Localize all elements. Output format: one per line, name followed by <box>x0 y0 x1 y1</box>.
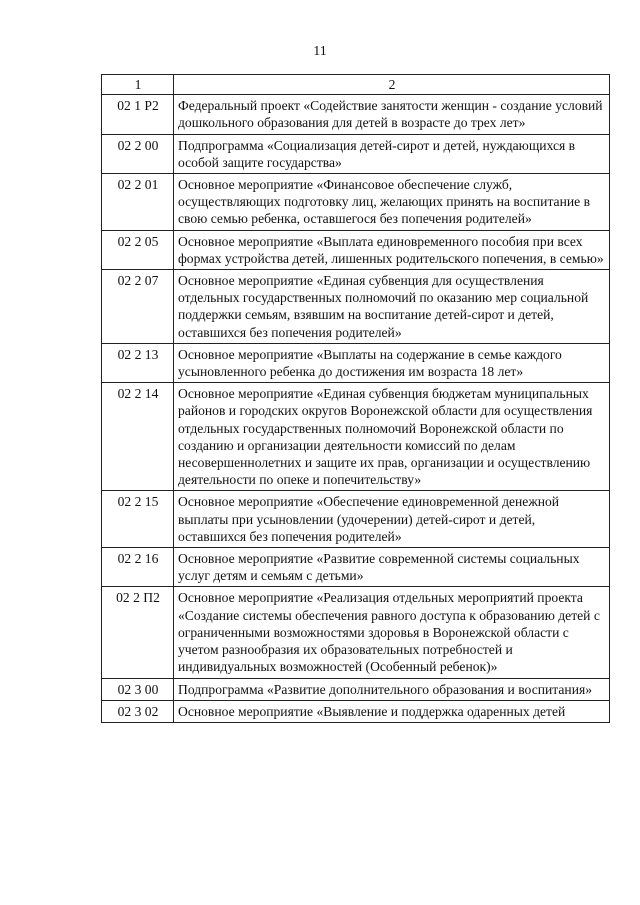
table-row <box>102 700 610 722</box>
page-number: 11 <box>313 44 327 59</box>
table-row <box>102 678 610 700</box>
row-code: 02 2 05 <box>102 230 174 269</box>
column-header-description: 2 <box>174 75 610 95</box>
table-row <box>102 343 610 382</box>
row-code: 02 2 14 <box>102 383 174 491</box>
table-row <box>102 548 610 587</box>
row-description: Подпрограмма «Развитие дополнительного образования и воспитания» <box>174 678 610 700</box>
row-code: 02 2 00 <box>102 134 174 173</box>
row-description: Основное мероприятие «Единая субвенция для осуществления отдельных государственных полномочий по оказанию мер социальной поддержки семьям, взявшим на воспитание детей-сирот и детей, оставшихся без попечения родителей» <box>174 270 610 344</box>
row-description: Федеральный проект «Содействие занятости женщин - создание условий дошкольного образования для детей в возрасте до трех лет» <box>174 95 610 134</box>
row-code: 02 2 13 <box>102 343 174 382</box>
row-code: 02 2 07 <box>102 270 174 344</box>
row-code: 02 3 00 <box>102 678 174 700</box>
row-description: Основное мероприятие «Выплаты на содержание в семье каждого усыновленного ребенка до достижения им возраста 18 лет» <box>174 343 610 382</box>
table-row <box>102 491 610 548</box>
table-header-row <box>102 75 610 95</box>
row-code: 02 2 16 <box>102 548 174 587</box>
table-row <box>102 174 610 231</box>
table-row <box>102 95 610 134</box>
row-description: Подпрограмма «Социализация детей-сирот и детей, нуждающихся в особой защите государства» <box>174 134 610 173</box>
row-description: Основное мероприятие «Выплата единовременного пособия при всех формах устройства детей, лишенных родительского попечения, в семью» <box>174 230 610 269</box>
row-code: 02 1 P2 <box>102 95 174 134</box>
column-header-code: 1 <box>102 75 174 95</box>
table-row <box>102 270 610 344</box>
row-description: Основное мероприятие «Единая субвенция бюджетам муниципальных районов и городских округов Воронежской области для осуществления отдельных государственных полномочий Воронежской области по созданию и организации деятельности комиссий по делам несовершеннолетних и защите их прав, организации и осуществлению деятельности по опеке и попечительству» <box>174 383 610 491</box>
table-row <box>102 383 610 491</box>
row-description: Основное мероприятие «Финансовое обеспечение служб, осуществляющих подготовку лиц, желающих принять на воспитание в свою семью ребенка, оставшегося без попечения родителей» <box>174 174 610 231</box>
row-description: Основное мероприятие «Реализация отдельных мероприятий проекта «Создание системы обеспечения равного доступа к образованию детей с ограниченными возможностями здоровья в Воронежской области с учетом разнообразия их образовательных потребностей и индивидуальных возможностей (Особенный ребенок)» <box>174 587 610 678</box>
row-description: Основное мероприятие «Обеспечение единовременной денежной выплаты при усыновлении (удочерении) детей-сирот и детей, оставшихся без попечения родителей» <box>174 491 610 548</box>
budget-classification-table <box>101 74 610 723</box>
table-row <box>102 587 610 678</box>
row-code: 02 2 01 <box>102 174 174 231</box>
table-row <box>102 230 610 269</box>
row-code: 02 2 15 <box>102 491 174 548</box>
row-description: Основное мероприятие «Выявление и поддержка одаренных детей <box>174 700 610 722</box>
table-row <box>102 134 610 173</box>
row-description: Основное мероприятие «Развитие современной системы социальных услуг детям и семьям с детьми» <box>174 548 610 587</box>
row-code: 02 2 П2 <box>102 587 174 678</box>
row-code: 02 3 02 <box>102 700 174 722</box>
